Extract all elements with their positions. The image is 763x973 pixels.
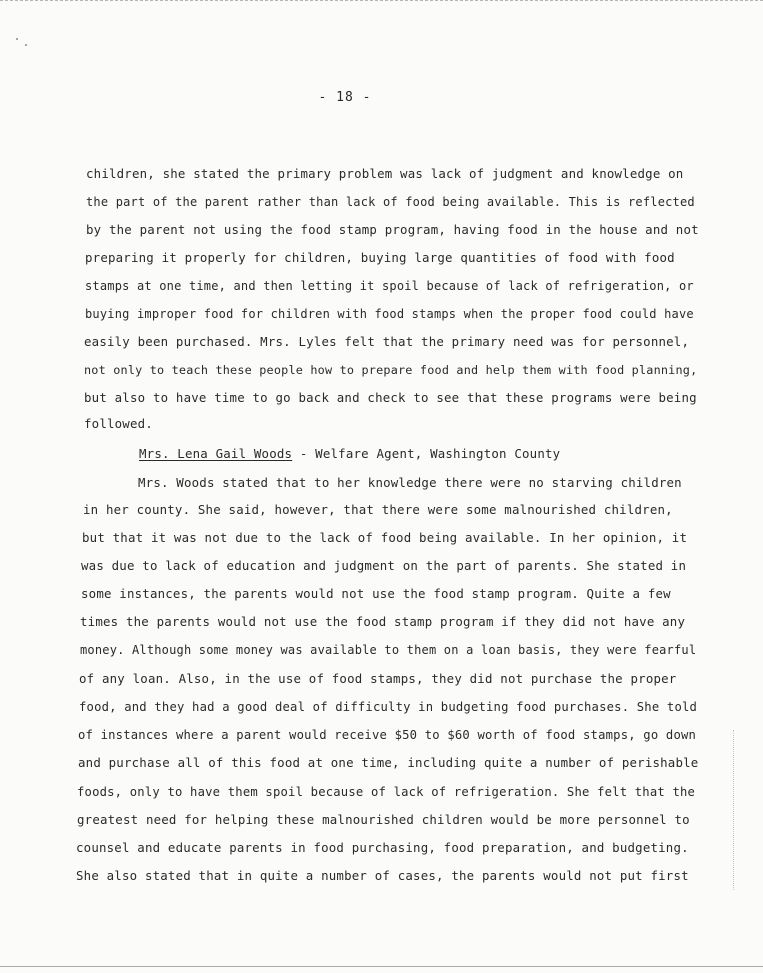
text-line: of instances where a parent would receive $50 to $60 worth of food stamps, go down bbox=[78, 728, 697, 742]
text-line: buying improper food for children with food stamps when the proper food could have bbox=[85, 307, 694, 321]
scan-speck bbox=[25, 44, 27, 46]
text-line: but also to have time to go back and check to see that these programs were being bbox=[84, 390, 697, 405]
scan-speck bbox=[16, 38, 18, 40]
text-line: food, and they had a good deal of difficulty in budgeting food purchases. She told bbox=[79, 700, 698, 714]
text-line: followed. bbox=[84, 416, 153, 431]
witness-heading bbox=[139, 446, 560, 462]
text-line: the part of the parent rather than lack of food being available. This is reflected bbox=[86, 195, 695, 209]
right-scan-edge bbox=[733, 730, 734, 890]
page-number: - 18 - bbox=[318, 90, 372, 105]
top-scan-border bbox=[0, 0, 763, 1]
text-line: was due to lack of education and judgment on the part of parents. She stated in bbox=[81, 558, 687, 573]
text-line: greatest need for helping these malnourished children would be more personnel to bbox=[77, 812, 690, 827]
text-line: but that it was not due to the lack of food being available. In her opinion, it bbox=[82, 530, 688, 545]
text-line: not only to teach these people how to prepare food and help them with food planning, bbox=[84, 363, 698, 377]
text-line: children, she stated the primary problem was lack of judgment and knowledge on bbox=[86, 166, 684, 181]
text-line: and purchase all of this food at one time, including quite a number of perishable bbox=[78, 755, 699, 770]
text-line: counsel and educate parents in food purchasing, food preparation, and budgeting. bbox=[76, 840, 689, 855]
text-line: easily been purchased. Mrs. Lyles felt that the primary need was for personnel, bbox=[84, 334, 690, 349]
witness-title: - Welfare Agent, Washington County bbox=[292, 446, 561, 461]
text-line: She also stated that in quite a number of cases, the parents would not put first bbox=[76, 868, 689, 883]
text-line: Mrs. Woods stated that to her knowledge there were no starving children bbox=[138, 475, 682, 490]
text-line: stamps at one time, and then letting it spoil because of lack of refrigeration, or bbox=[85, 279, 694, 293]
text-line: of any loan. Also, in the use of food stamps, they did not purchase the proper bbox=[79, 671, 677, 686]
text-line: foods, only to have them spoil because of lack of refrigeration. She felt that the bbox=[77, 785, 696, 799]
text-line: times the parents would not use the food stamp program if they did not have any bbox=[80, 614, 686, 629]
text-line: preparing it properly for children, buying large quantities of food with food bbox=[85, 250, 675, 265]
text-line: money. Although some money was available to them on a loan basis, they were fearful bbox=[80, 643, 697, 657]
bottom-scan-border bbox=[0, 966, 763, 967]
witness-name: Mrs. Lena Gail Woods bbox=[139, 446, 293, 461]
text-line: some instances, the parents would not use the food stamp program. Quite a few bbox=[81, 586, 671, 601]
text-line: in her county. She said, however, that there were some malnourished children, bbox=[83, 502, 673, 517]
text-line: by the parent not using the food stamp program, having food in the house and not bbox=[86, 222, 699, 237]
